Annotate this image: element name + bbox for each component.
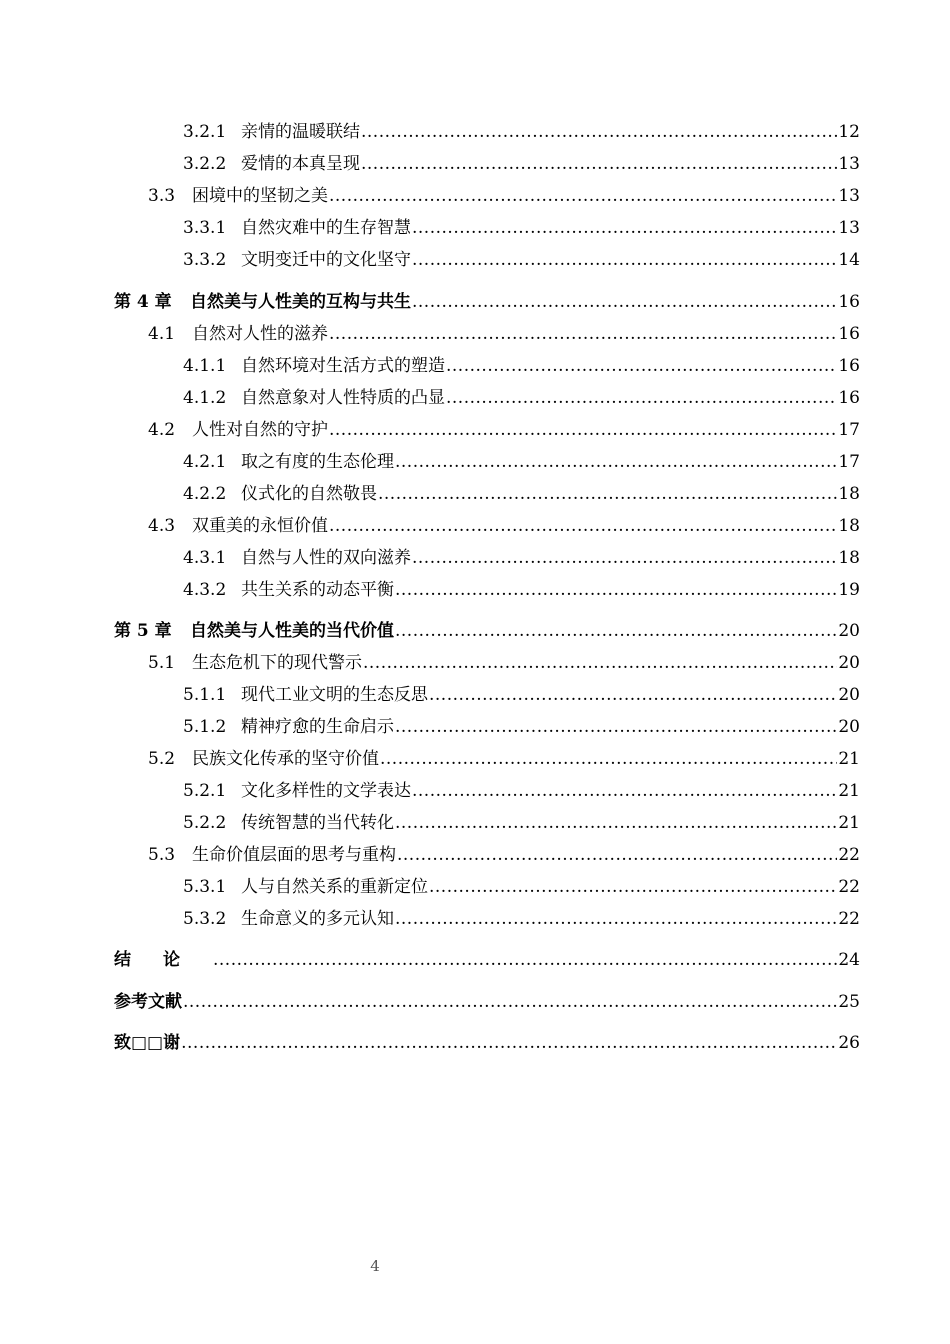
toc-entry[interactable] — [0, 650, 950, 676]
toc-entry-title: 现代工业文明的生态反思 — [241, 685, 428, 705]
toc-entry[interactable] — [0, 353, 950, 379]
toc-entry-page: 16 — [838, 292, 860, 312]
toc-leader-dots — [329, 513, 837, 539]
toc-leader-dots — [183, 989, 837, 1015]
toc-entry[interactable] — [0, 714, 950, 740]
toc-entry-number: 5.1.1 — [183, 685, 227, 705]
toc-leader-dots — [446, 385, 837, 411]
toc-entry-page: 17 — [838, 452, 860, 472]
toc-entry[interactable] — [0, 545, 950, 571]
toc-acknowledgements-entry[interactable] — [0, 1030, 950, 1056]
toc-leader-dots — [395, 618, 837, 644]
toc-entry-number: 3.3.1 — [183, 218, 227, 238]
toc-entry-number: 5.2 — [148, 749, 176, 769]
toc-entry-number: 3.2.1 — [183, 122, 227, 142]
toc-leader-dots — [380, 746, 837, 772]
toc-entry-title: 人性对自然的守护 — [192, 420, 328, 440]
toc-leader-dots — [395, 906, 837, 932]
toc-entry-title: 取之有度的生态伦理 — [241, 452, 394, 472]
toc-entry[interactable] — [0, 778, 950, 804]
toc-entry-title: 双重美的永恒价值 — [192, 516, 328, 536]
toc-entry-number: 3.3 — [148, 186, 176, 206]
toc-entry[interactable] — [0, 417, 950, 443]
toc-entry-number: 4.2.1 — [183, 452, 227, 472]
toc-leader-dots — [412, 215, 837, 241]
toc-leader-dots — [329, 417, 837, 443]
toc-chapter-entry[interactable] — [0, 289, 950, 315]
toc-references-entry[interactable] — [0, 989, 950, 1015]
toc-leader-dots — [395, 577, 837, 603]
toc-entry-title: 民族文化传承的坚守价值 — [192, 749, 379, 769]
toc-entry[interactable] — [0, 906, 950, 932]
toc-leader-dots — [412, 778, 837, 804]
toc-entry-page: 12 — [838, 122, 860, 142]
toc-entry-number: 4.1 — [148, 324, 176, 344]
toc-entry-title: 传统智慧的当代转化 — [241, 813, 394, 833]
toc-entry-page: 13 — [838, 186, 860, 206]
toc-entry-title: 仪式化的自然敬畏 — [241, 484, 377, 504]
toc-entry-number: 5.2.1 — [183, 781, 227, 801]
toc-entry-number: 3.3.2 — [183, 250, 227, 270]
page-number: 4 — [370, 1257, 380, 1275]
toc-entry-number: 第 5 章 — [114, 621, 172, 641]
toc-entry-page: 26 — [838, 1033, 860, 1053]
toc-leader-dots — [395, 810, 837, 836]
toc-entry[interactable] — [0, 682, 950, 708]
toc-entry-page: 18 — [838, 516, 860, 536]
toc-entry-number: 5.1 — [148, 653, 176, 673]
toc-entry[interactable] — [0, 810, 950, 836]
toc-entry-title: 困境中的坚韧之美 — [192, 186, 328, 206]
toc-entry[interactable] — [0, 874, 950, 900]
toc-leader-dots — [397, 842, 837, 868]
toc-leader-dots — [329, 321, 837, 347]
toc-entry-number: 5.1.2 — [183, 717, 227, 737]
toc-entry-title: 自然环境对生活方式的塑造 — [241, 356, 445, 376]
toc-entry-title: 结论 — [114, 950, 212, 970]
toc-entry[interactable] — [0, 842, 950, 868]
toc-entry-page: 16 — [838, 324, 860, 344]
toc-entry-number: 4.2.2 — [183, 484, 227, 504]
toc-entry-number: 5.2.2 — [183, 813, 227, 833]
toc-entry-title: 爱情的本真呈现 — [241, 154, 360, 174]
toc-entry-title: 致□□谢 — [114, 1033, 181, 1053]
toc-entry-title: 文明变迁中的文化坚守 — [241, 250, 411, 270]
toc-entry-title: 自然对人性的滋养 — [192, 324, 328, 344]
toc-entry-page: 14 — [838, 250, 860, 270]
toc-leader-dots — [181, 1030, 837, 1056]
toc-entry-title: 生命价值层面的思考与重构 — [192, 845, 396, 865]
toc-entry-title: 人与自然关系的重新定位 — [241, 877, 428, 897]
toc-entry-page: 25 — [838, 992, 860, 1012]
toc-leader-dots — [363, 650, 837, 676]
toc-leader-dots — [361, 119, 837, 145]
toc-entry-page: 13 — [838, 218, 860, 238]
toc-conclusion-entry[interactable] — [0, 947, 950, 973]
toc-leader-dots — [412, 289, 837, 315]
toc-entry[interactable] — [0, 577, 950, 603]
toc-entry-number: 3.2.2 — [183, 154, 227, 174]
toc-entry[interactable] — [0, 247, 950, 273]
toc-entry-number: 5.3.1 — [183, 877, 227, 897]
toc-leader-dots — [446, 353, 837, 379]
toc-entry-page: 21 — [838, 813, 860, 833]
toc-entry-number: 4.3.2 — [183, 580, 227, 600]
toc-entry-page: 22 — [838, 845, 860, 865]
toc-entry-number: 5.3 — [148, 845, 176, 865]
toc-entry-page: 21 — [838, 749, 860, 769]
toc-entry[interactable] — [0, 215, 950, 241]
toc-entry-page: 17 — [838, 420, 860, 440]
toc-entry-title: 自然灾难中的生存智慧 — [241, 218, 411, 238]
toc-entry-number: 4.1.2 — [183, 388, 227, 408]
toc-entry-page: 13 — [838, 154, 860, 174]
toc-entry[interactable] — [0, 119, 950, 145]
toc-leader-dots — [429, 682, 837, 708]
toc-entry-page: 16 — [838, 388, 860, 408]
toc-leader-dots — [213, 947, 837, 973]
toc-entry-page: 22 — [838, 909, 860, 929]
toc-entry-number: 第 4 章 — [114, 292, 172, 312]
toc-leader-dots — [395, 714, 837, 740]
toc-entry-title: 亲情的温暖联结 — [241, 122, 360, 142]
toc-entry-title: 自然意象对人性特质的凸显 — [241, 388, 445, 408]
toc-chapter-entry[interactable] — [0, 618, 950, 644]
toc-entry[interactable] — [0, 746, 950, 772]
toc-entry-page: 18 — [838, 548, 860, 568]
toc-entry-page: 20 — [838, 621, 860, 641]
toc-entry-title: 自然美与人性美的当代价值 — [190, 621, 394, 641]
toc-entry-title: 自然美与人性美的互构与共生 — [190, 292, 411, 312]
toc-leader-dots — [412, 545, 837, 571]
toc-entry-title: 生态危机下的现代警示 — [192, 653, 362, 673]
toc-leader-dots — [361, 151, 837, 177]
toc-entry[interactable] — [0, 513, 950, 539]
toc-entry[interactable] — [0, 481, 950, 507]
toc-entry-number: 4.2 — [148, 420, 176, 440]
toc-entry-page: 20 — [838, 717, 860, 737]
toc-entry-page: 16 — [838, 356, 860, 376]
toc-leader-dots — [329, 183, 837, 209]
toc-entry-page: 18 — [838, 484, 860, 504]
toc-leader-dots — [378, 481, 837, 507]
toc-entry-title: 参考文献 — [114, 992, 182, 1012]
toc-entry-title: 生命意义的多元认知 — [241, 909, 394, 929]
toc-entry-page: 20 — [838, 653, 860, 673]
toc-entry-number: 4.3 — [148, 516, 176, 536]
toc-entry[interactable] — [0, 151, 950, 177]
toc-leader-dots — [412, 247, 837, 273]
toc-leader-dots — [395, 449, 837, 475]
toc-entry-title: 精神疗愈的生命启示 — [241, 717, 394, 737]
toc-entry-page: 24 — [838, 950, 860, 970]
toc-entry-number: 4.3.1 — [183, 548, 227, 568]
toc-entry-number: 5.3.2 — [183, 909, 227, 929]
toc-entry-number: 4.1.1 — [183, 356, 227, 376]
toc-entry[interactable] — [0, 449, 950, 475]
toc-leader-dots — [429, 874, 837, 900]
toc-entry-page: 20 — [838, 685, 860, 705]
toc-entry-title: 自然与人性的双向滋养 — [241, 548, 411, 568]
toc-entry-title: 共生关系的动态平衡 — [241, 580, 394, 600]
toc-entry[interactable] — [0, 385, 950, 411]
toc-entry-title: 文化多样性的文学表达 — [241, 781, 411, 801]
toc-entry[interactable] — [0, 321, 950, 347]
toc-entry-page: 19 — [838, 580, 860, 600]
toc-entry-page: 21 — [838, 781, 860, 801]
toc-entry-page: 22 — [838, 877, 860, 897]
toc-entry[interactable] — [0, 183, 950, 209]
